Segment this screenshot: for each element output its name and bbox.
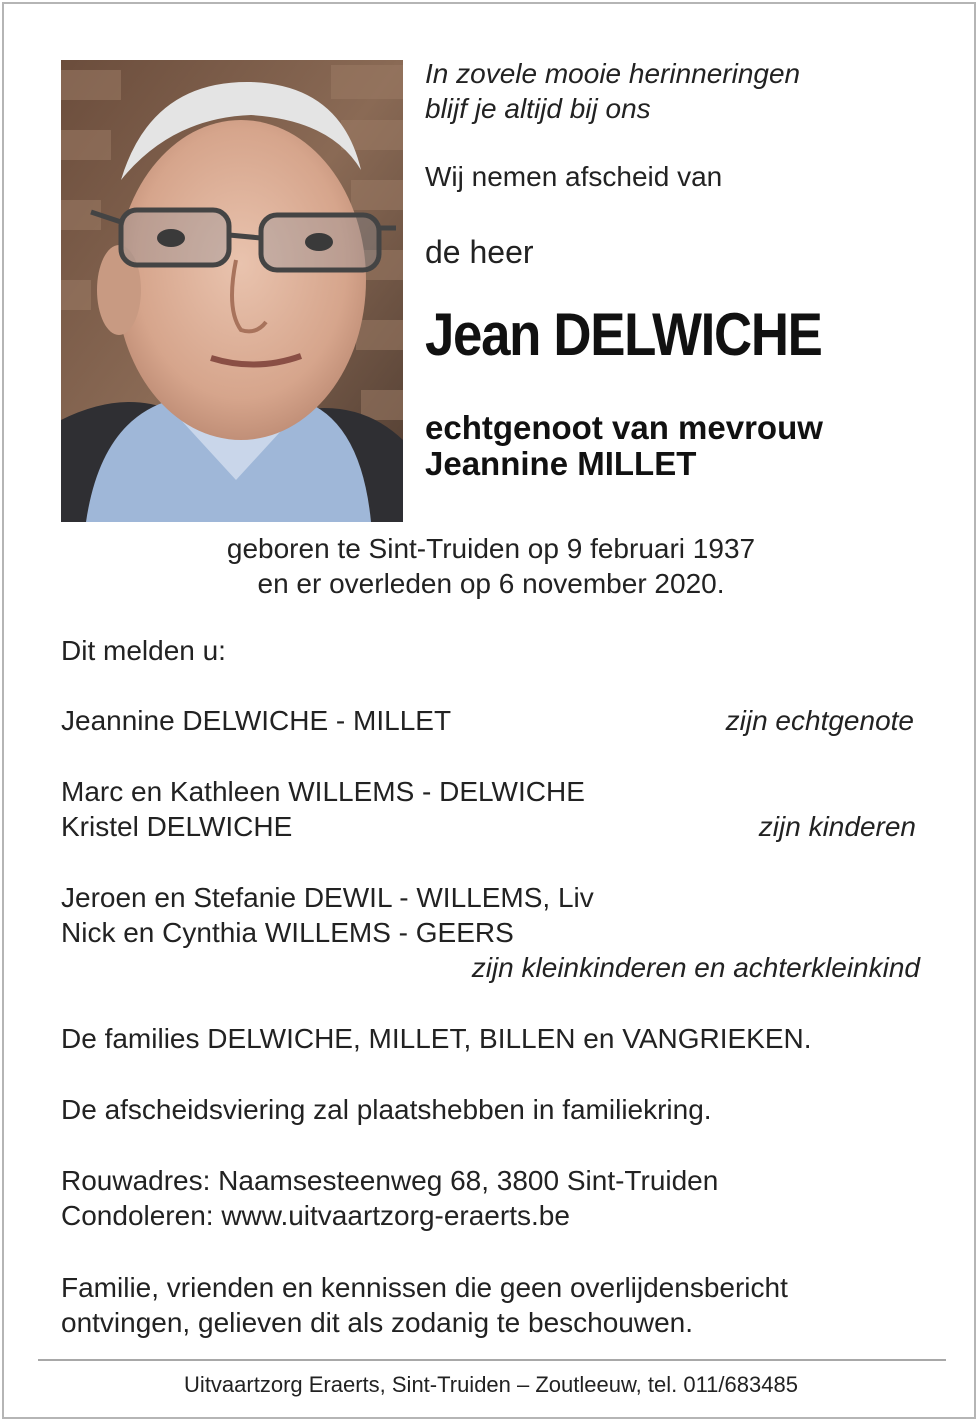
spouse-line-2: Jeannine MILLET <box>425 445 697 482</box>
ceremony-text: De afscheidsviering zal plaatshebben in familiekring. <box>61 1094 712 1125</box>
closing-line-2: ontvingen, gelieven dit als zodanig te beschouwen. <box>61 1307 693 1338</box>
condolence-line: Condoleren: www.uitvaartzorg-eraerts.be <box>61 1200 570 1231</box>
quote-line-1: In zovele mooie herinneringen <box>425 58 801 89</box>
spouse-info <box>425 410 823 482</box>
portrait-photo <box>61 60 403 522</box>
relative-children-role: zijn kinderen <box>758 811 916 842</box>
relative-grandchildren-role: zijn kleinkinderen en achterkleinkind <box>471 952 920 983</box>
deceased-name: Jean DELWICHE <box>425 301 822 368</box>
honorific: de heer <box>425 234 534 270</box>
relative-children-2: Kristel DELWICHE <box>61 811 293 842</box>
portrait-image <box>61 60 403 522</box>
relative-grandchildren-1: Jeroen en Stefanie DEWIL - WILLEMS, Liv <box>61 882 594 913</box>
obituary-card <box>2 2 976 1419</box>
life-dates <box>4 531 978 601</box>
footer-text: Uitvaartzorg Eraerts, Sint-Truiden – Zoutleeuw, tel. 011/683485 <box>184 1372 798 1397</box>
intro-text: Wij nemen afscheid van <box>425 161 723 192</box>
address-line: Rouwadres: Naamsesteenweg 68, 3800 Sint-Truiden <box>61 1165 719 1196</box>
relative-spouse-role: zijn echtgenote <box>725 705 914 736</box>
birth-line: geboren te Sint-Truiden op 9 februari 1937 <box>226 533 756 564</box>
memorial-quote <box>425 56 800 126</box>
relative-spouse-name: Jeannine DELWICHE - MILLET <box>61 705 452 736</box>
quote-line-2: blijf je altijd bij ons <box>425 93 651 124</box>
families-text: De families DELWICHE, MILLET, BILLEN en VANGRIEKEN. <box>61 1023 812 1054</box>
death-line: en er overleden op 6 november 2020. <box>257 568 725 599</box>
relative-children-1: Marc en Kathleen WILLEMS - DELWICHE <box>61 776 585 807</box>
relative-grandchildren-2: Nick en Cynthia WILLEMS - GEERS <box>61 917 514 948</box>
announce-text: Dit melden u: <box>61 635 226 666</box>
spouse-line-1: echtgenoot van mevrouw <box>425 409 823 446</box>
closing-line-1: Familie, vrienden en kennissen die geen overlijdensbericht <box>61 1272 788 1303</box>
footer-divider <box>38 1359 946 1361</box>
